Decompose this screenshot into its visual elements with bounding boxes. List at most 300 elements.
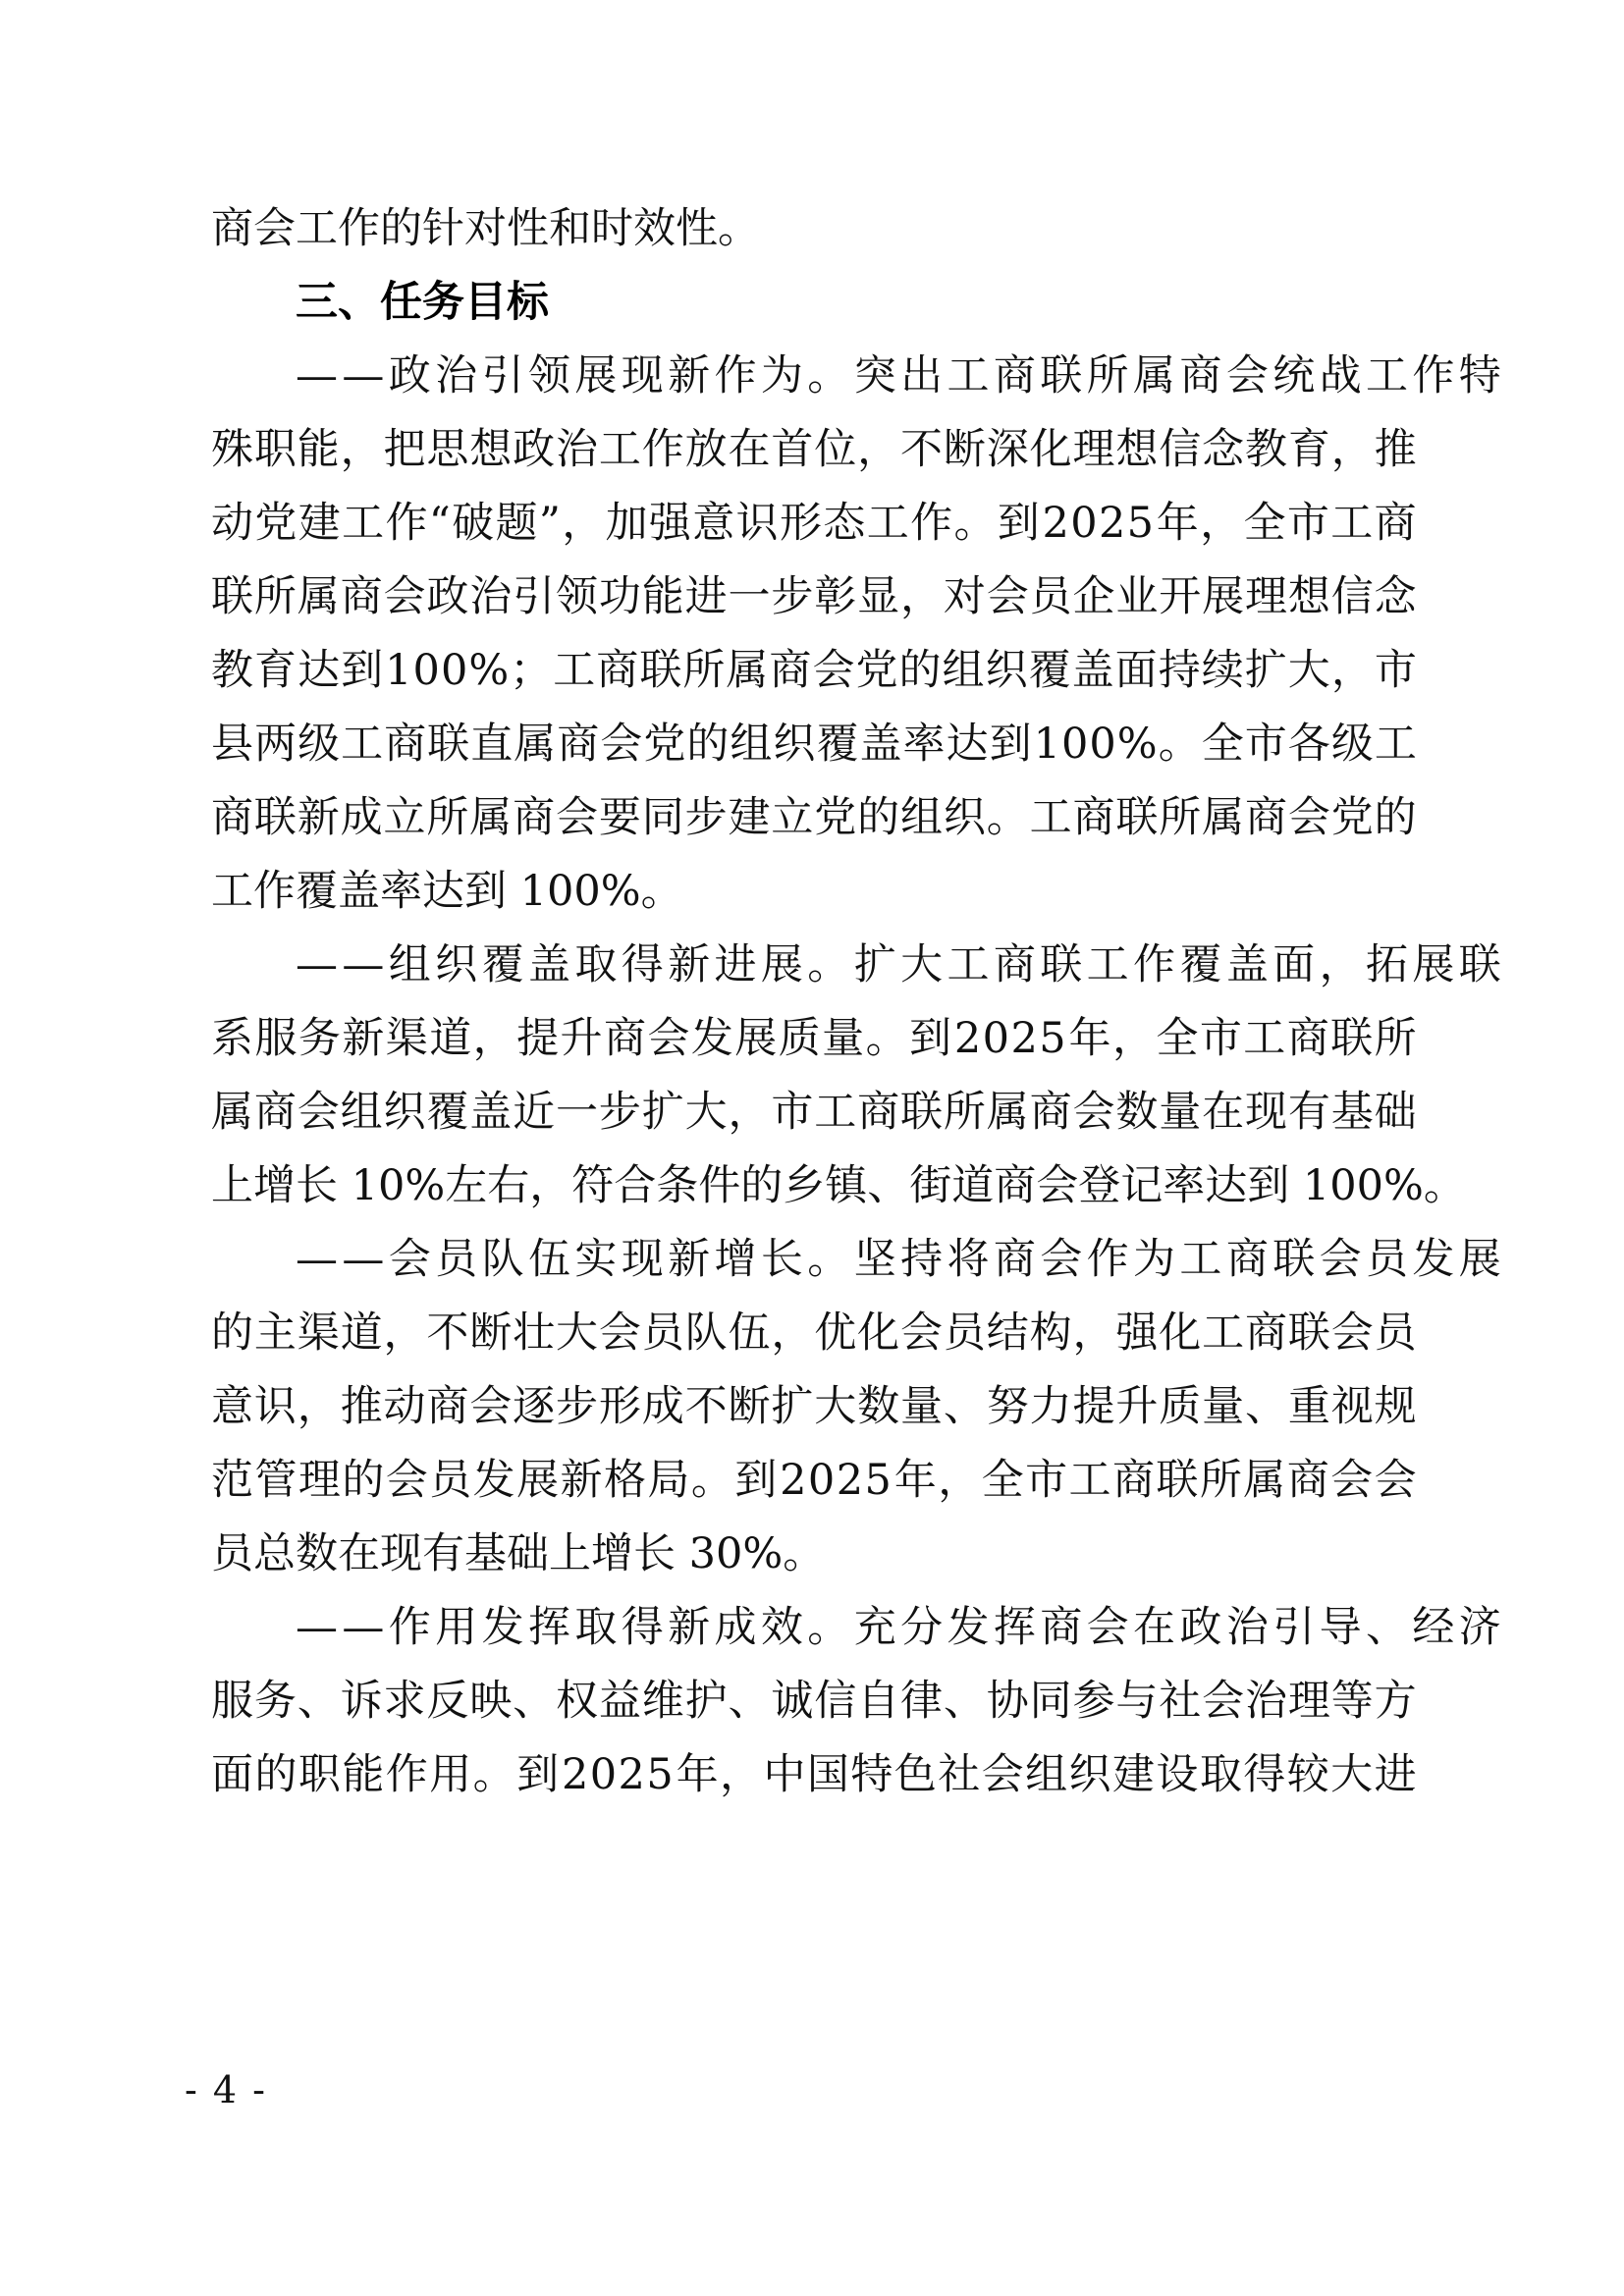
glyph: 1 <box>385 646 412 695</box>
glyph: 会 <box>1072 1088 1115 1137</box>
glyph: 用 <box>435 1603 478 1652</box>
glyph: 0 <box>412 646 440 695</box>
glyph: 组 <box>730 720 773 769</box>
glyph: 在 <box>1133 1603 1176 1652</box>
text-line <box>211 781 1417 855</box>
glyph: 属 <box>297 572 340 621</box>
glyph: 破 <box>452 499 495 548</box>
glyph: 服 <box>254 1014 298 1063</box>
text-line <box>211 340 1501 413</box>
glyph: 局 <box>647 1456 690 1505</box>
glyph: 有 <box>1287 1088 1330 1137</box>
glyph: 织 <box>435 940 478 989</box>
glyph: 数 <box>857 1382 900 1431</box>
glyph: 联 <box>427 720 470 769</box>
glyph: 商 <box>603 1014 646 1063</box>
glyph: ， <box>1330 425 1374 474</box>
glyph: 得 <box>621 1603 664 1652</box>
glyph: 伍 <box>728 1308 771 1358</box>
glyph: 成 <box>714 1603 757 1652</box>
glyph: 商 <box>384 720 427 769</box>
glyph: 渠 <box>297 1308 340 1358</box>
glyph: 管 <box>254 1456 298 1505</box>
glyph: 员 <box>1365 1235 1408 1284</box>
glyph: 治 <box>435 351 478 400</box>
glyph: 社 <box>1159 1677 1202 1726</box>
glyph: 想 <box>1287 572 1330 621</box>
glyph: 联 <box>253 793 297 842</box>
glyph: 会 <box>1225 351 1269 400</box>
glyph: 方 <box>1374 1677 1417 1726</box>
glyph: ， <box>562 499 605 548</box>
glyph: 充 <box>853 1603 896 1652</box>
glyph: 特 <box>850 1750 893 1799</box>
glyph: 想 <box>1115 425 1159 474</box>
glyph: 色 <box>893 1750 937 1799</box>
glyph: 工 <box>947 351 990 400</box>
glyph: 质 <box>1159 1382 1202 1431</box>
glyph: 工 <box>342 499 385 548</box>
glyph: 的 <box>857 793 900 842</box>
glyph: 律 <box>900 1677 943 1726</box>
glyph: 2 <box>561 1750 589 1799</box>
glyph: 员 <box>435 1235 478 1284</box>
glyph: 企 <box>1072 572 1115 621</box>
glyph: 作 <box>388 1603 431 1652</box>
glyph: 同 <box>1029 1677 1072 1726</box>
glyph: 商 <box>1111 1456 1155 1505</box>
glyph: 发 <box>1412 1235 1455 1284</box>
glyph: 务 <box>253 1677 297 1726</box>
glyph: 加 <box>605 499 648 548</box>
glyph: 得 <box>621 940 664 989</box>
glyph: 市 <box>1199 1014 1242 1063</box>
glyph: 展 <box>734 1014 778 1063</box>
glyph: 所 <box>943 1088 986 1137</box>
glyph: 放 <box>684 425 728 474</box>
glyph: 在 <box>1202 1088 1245 1137</box>
glyph: 持 <box>1158 646 1201 695</box>
glyph: 会 <box>1330 1308 1374 1358</box>
glyph: 商 <box>1179 351 1222 400</box>
glyph: 将 <box>947 1235 990 1284</box>
glyph: 到 <box>909 1014 951 1063</box>
glyph: 取 <box>1199 1750 1242 1799</box>
glyph: 现 <box>1245 1088 1287 1137</box>
glyph: 5 <box>1126 499 1155 548</box>
glyph: 等 <box>1330 1677 1374 1726</box>
glyph: 展 <box>1412 940 1455 989</box>
glyph: 深 <box>986 425 1029 474</box>
glyph: 作 <box>910 499 953 548</box>
glyph: 现 <box>621 1235 664 1284</box>
glyph: 基 <box>1330 1088 1374 1137</box>
glyph: 会 <box>981 1750 1024 1799</box>
glyph: 动 <box>211 499 253 548</box>
glyph: 商 <box>1040 1603 1083 1652</box>
glyph: 维 <box>641 1677 684 1726</box>
glyph: 达 <box>298 646 341 695</box>
glyph: 2 <box>836 1456 864 1505</box>
glyph: 商 <box>857 1088 900 1137</box>
glyph: 商 <box>1286 1014 1329 1063</box>
glyph: 作 <box>1133 940 1176 989</box>
glyph: 础 <box>1374 1088 1417 1137</box>
glyph: 工 <box>1086 940 1129 989</box>
glyph: 较 <box>1286 1750 1329 1799</box>
glyph: 在 <box>728 425 771 474</box>
glyph: ； <box>510 646 553 695</box>
glyph: 强 <box>1115 1308 1159 1358</box>
glyph: 实 <box>574 1235 618 1284</box>
glyph: 联 <box>1115 793 1159 842</box>
glyph: 5 <box>646 1750 674 1799</box>
glyph: 商 <box>513 793 556 842</box>
glyph: 断 <box>943 425 986 474</box>
glyph: 达 <box>946 720 989 769</box>
glyph: 各 <box>1287 720 1330 769</box>
glyph: 全 <box>981 1456 1024 1505</box>
glyph: 化 <box>1159 1308 1202 1358</box>
glyph: — <box>296 940 338 989</box>
glyph: 2 <box>1010 1014 1038 1063</box>
glyph: 强 <box>648 499 691 548</box>
glyph: 工 <box>553 646 596 695</box>
glyph: 组 <box>1025 1750 1068 1799</box>
glyph: 联 <box>1272 1235 1316 1284</box>
glyph: 进 <box>684 572 728 621</box>
glyph: 展 <box>574 351 618 400</box>
glyph: 结 <box>986 1308 1029 1358</box>
glyph: 与 <box>1115 1677 1159 1726</box>
glyph: 市 <box>1286 499 1329 548</box>
glyph: 商 <box>1245 1308 1287 1358</box>
glyph: 2 <box>618 1750 645 1799</box>
glyph: 属 <box>986 1088 1029 1137</box>
glyph: 属 <box>469 793 513 842</box>
glyph: 2 <box>780 1456 807 1505</box>
glyph: 会 <box>556 793 598 842</box>
glyph: 系 <box>211 1014 253 1063</box>
glyph: 1 <box>1033 720 1060 769</box>
glyph: 领 <box>527 351 570 400</box>
glyph: 的 <box>898 646 942 695</box>
glyph: 年 <box>1068 1014 1111 1063</box>
glyph: 联 <box>900 1088 943 1137</box>
glyph: 会 <box>1086 1603 1129 1652</box>
section-heading: 三、任务目标 <box>296 278 549 327</box>
text-line: 上增长 10%左右，符合条件的乡镇、街道商会登记率达到 100%。 <box>211 1161 1466 1210</box>
glyph: 覆 <box>1028 646 1071 695</box>
glyph: 升 <box>1115 1382 1159 1431</box>
glyph: 步 <box>556 1382 598 1431</box>
glyph: 步 <box>598 1088 641 1137</box>
glyph: 大 <box>684 1088 728 1137</box>
glyph: 会 <box>1319 1235 1362 1284</box>
glyph: 格 <box>603 1456 646 1505</box>
glyph: ， <box>771 1308 814 1358</box>
glyph: 全 <box>1156 1014 1199 1063</box>
glyph: 联 <box>211 572 253 621</box>
glyph: 动 <box>383 1382 426 1431</box>
text-line: 商会工作的针对性和时效性。 <box>211 204 760 253</box>
glyph: 思 <box>426 425 469 474</box>
glyph: 会 <box>1202 1677 1245 1726</box>
glyph: 工 <box>598 425 641 474</box>
glyph: 覆 <box>426 1088 469 1137</box>
glyph: 建 <box>298 499 341 548</box>
glyph: 0 <box>1089 720 1116 769</box>
glyph: 领 <box>556 572 598 621</box>
glyph: 形 <box>780 499 822 548</box>
glyph: 建 <box>1111 1750 1155 1799</box>
glyph: 盖 <box>859 720 902 769</box>
glyph: 大 <box>900 940 944 989</box>
glyph: 商 <box>993 351 1036 400</box>
glyph: 所 <box>1374 1014 1417 1063</box>
glyph: % <box>1116 720 1158 769</box>
glyph: 近 <box>513 1088 556 1137</box>
text-line <box>211 1370 1417 1444</box>
glyph: 商 <box>596 646 639 695</box>
text-line <box>211 413 1417 487</box>
glyph: 政 <box>388 351 431 400</box>
glyph: 全 <box>1201 720 1244 769</box>
text-line <box>211 487 1417 561</box>
glyph: 。 <box>865 1014 908 1063</box>
glyph: 年 <box>1156 499 1199 548</box>
glyph: 党 <box>643 720 686 769</box>
text-line <box>211 561 1417 634</box>
glyph: 县 <box>211 720 253 769</box>
glyph: 工 <box>947 940 990 989</box>
glyph: 联 <box>1330 1014 1374 1063</box>
glyph: 不 <box>684 1382 728 1431</box>
glyph: 商 <box>211 793 253 842</box>
glyph: 会 <box>383 572 426 621</box>
glyph: 量 <box>900 1382 943 1431</box>
glyph: — <box>296 1235 338 1284</box>
glyph: ， <box>472 1014 515 1063</box>
glyph: 扩 <box>853 940 896 989</box>
glyph: 突 <box>853 351 896 400</box>
glyph: 面 <box>211 1750 253 1799</box>
glyph: 务 <box>298 1014 341 1063</box>
glyph: 成 <box>641 1382 684 1431</box>
glyph: 所 <box>253 572 297 621</box>
glyph: 工 <box>814 1088 857 1137</box>
glyph: 会 <box>1287 793 1330 842</box>
glyph: 理 <box>1287 1677 1330 1726</box>
glyph: 、 <box>943 1382 986 1431</box>
glyph: 识 <box>253 1382 297 1431</box>
glyph: ， <box>1200 499 1243 548</box>
glyph: 5 <box>864 1456 892 1505</box>
glyph: 彰 <box>814 572 857 621</box>
glyph: 商 <box>993 1235 1036 1284</box>
glyph: ， <box>297 1382 340 1431</box>
glyph: 出 <box>900 351 944 400</box>
glyph: 教 <box>211 646 253 695</box>
glyph: 治 <box>556 425 598 474</box>
glyph: 职 <box>253 425 297 474</box>
glyph: 联 <box>1458 940 1501 989</box>
glyph: 所 <box>1159 793 1202 842</box>
glyph: 年 <box>676 1750 719 1799</box>
glyph: 会 <box>812 646 855 695</box>
glyph: 、 <box>1245 1382 1287 1431</box>
glyph: 0 <box>982 1014 1010 1063</box>
glyph: 服 <box>211 1677 253 1726</box>
glyph: 工 <box>1374 720 1417 769</box>
glyph: 重 <box>1287 1382 1330 1431</box>
glyph: 位 <box>814 425 857 474</box>
glyph: 全 <box>1243 499 1286 548</box>
glyph: 工 <box>1243 1014 1286 1063</box>
glyph: 会 <box>469 1382 513 1431</box>
glyph: 新 <box>668 1235 711 1284</box>
glyph: 0 <box>1061 720 1089 769</box>
glyph: 两 <box>254 720 298 769</box>
glyph: 、 <box>943 1677 986 1726</box>
glyph: 引 <box>513 572 556 621</box>
page-number: - 4 - <box>184 2068 267 2111</box>
glyph: 自 <box>857 1677 900 1726</box>
glyph: 立 <box>771 793 814 842</box>
glyph: 不 <box>426 1308 469 1358</box>
glyph: 努 <box>986 1382 1029 1431</box>
glyph: 工 <box>1029 793 1072 842</box>
glyph: 新 <box>668 1603 711 1652</box>
glyph: 会 <box>647 1014 690 1063</box>
glyph: 面 <box>1114 646 1158 695</box>
glyph: 开 <box>1159 572 1202 621</box>
glyph: 的 <box>1374 793 1417 842</box>
glyph: 要 <box>598 793 641 842</box>
glyph: 会 <box>1330 1456 1374 1505</box>
glyph: 逐 <box>513 1382 556 1431</box>
text-line <box>211 634 1417 708</box>
glyph: ， <box>383 1308 426 1358</box>
glyph: 理 <box>1245 572 1287 621</box>
glyph: 盖 <box>1225 940 1269 989</box>
glyph: 建 <box>728 793 771 842</box>
glyph: 构 <box>1029 1308 1072 1358</box>
glyph: 0 <box>1070 499 1098 548</box>
glyph: 。 <box>953 499 997 548</box>
glyph: — <box>342 940 385 989</box>
glyph: 作 <box>385 1750 428 1799</box>
text-line <box>211 1076 1417 1149</box>
glyph: 到 <box>997 499 1040 548</box>
glyph: 所 <box>1199 1456 1242 1505</box>
glyph: 化 <box>1029 425 1072 474</box>
glyph: 为 <box>1133 1235 1176 1284</box>
glyph: 求 <box>383 1677 426 1726</box>
glyph: 联 <box>1287 1308 1330 1358</box>
glyph: 5 <box>1039 1014 1066 1063</box>
glyph: 联 <box>1040 940 1083 989</box>
glyph: 织 <box>985 646 1028 695</box>
glyph: 所 <box>1086 351 1129 400</box>
glyph: 商 <box>769 646 812 695</box>
text-line: 员总数在现有基础上增长 30%。 <box>211 1529 826 1578</box>
glyph: 盖 <box>469 1088 513 1137</box>
glyph: 一 <box>556 1088 598 1137</box>
glyph: 引 <box>481 351 524 400</box>
glyph: 到 <box>989 720 1032 769</box>
glyph: 市 <box>1374 646 1417 695</box>
glyph: 权 <box>556 1677 598 1726</box>
glyph: 会 <box>388 1235 431 1284</box>
glyph: 题 <box>495 499 538 548</box>
glyph: 市 <box>771 1088 814 1137</box>
glyph: 作 <box>641 425 684 474</box>
glyph: 商 <box>1225 1235 1269 1284</box>
glyph: 展 <box>516 1456 560 1505</box>
glyph: 织 <box>1068 1750 1111 1799</box>
glyph: 量 <box>822 1014 865 1063</box>
text-line <box>211 1297 1417 1370</box>
text-line <box>211 1591 1501 1665</box>
glyph: — <box>342 351 385 400</box>
glyph: 挥 <box>527 1603 570 1652</box>
glyph: 队 <box>684 1308 728 1358</box>
glyph: 组 <box>340 1088 383 1137</box>
glyph: ， <box>938 1456 981 1505</box>
glyph: 道 <box>340 1308 383 1358</box>
glyph: 量 <box>1202 1382 1245 1431</box>
glyph: 大 <box>1287 646 1330 695</box>
glyph: 属 <box>1202 793 1245 842</box>
glyph: 步 <box>684 793 728 842</box>
glyph: 政 <box>513 425 556 474</box>
glyph: 0 <box>807 1456 836 1505</box>
glyph: ， <box>1111 1014 1155 1063</box>
glyph: 力 <box>1029 1382 1072 1431</box>
glyph: ， <box>1072 1308 1115 1358</box>
glyph: 新 <box>668 940 711 989</box>
glyph: 意 <box>211 1382 253 1431</box>
glyph: “ <box>428 499 451 548</box>
glyph: 商 <box>1374 499 1417 548</box>
glyph: 取 <box>574 1603 618 1652</box>
glyph: 取 <box>574 940 618 989</box>
glyph: 商 <box>993 940 1036 989</box>
glyph: 工 <box>1202 1308 1245 1358</box>
glyph: 作 <box>1412 351 1455 400</box>
glyph: 的 <box>686 720 730 769</box>
glyph: 会 <box>297 1088 340 1137</box>
glyph: 工 <box>1365 351 1408 400</box>
glyph: — <box>296 351 338 400</box>
glyph: 济 <box>1458 1603 1501 1652</box>
glyph: 国 <box>806 1750 849 1799</box>
glyph: 大 <box>1330 1750 1374 1799</box>
glyph: 不 <box>900 425 943 474</box>
glyph: 显 <box>857 572 900 621</box>
glyph: 形 <box>598 1382 641 1431</box>
glyph: 直 <box>470 720 514 769</box>
glyph: 会 <box>1040 1235 1083 1284</box>
glyph: 提 <box>1072 1382 1115 1431</box>
glyph: 发 <box>472 1456 515 1505</box>
glyph: 大 <box>814 1382 857 1431</box>
glyph: 会 <box>1374 1456 1417 1505</box>
glyph: 的 <box>342 1456 385 1505</box>
glyph: 成 <box>340 793 383 842</box>
glyph: 理 <box>298 1456 341 1505</box>
